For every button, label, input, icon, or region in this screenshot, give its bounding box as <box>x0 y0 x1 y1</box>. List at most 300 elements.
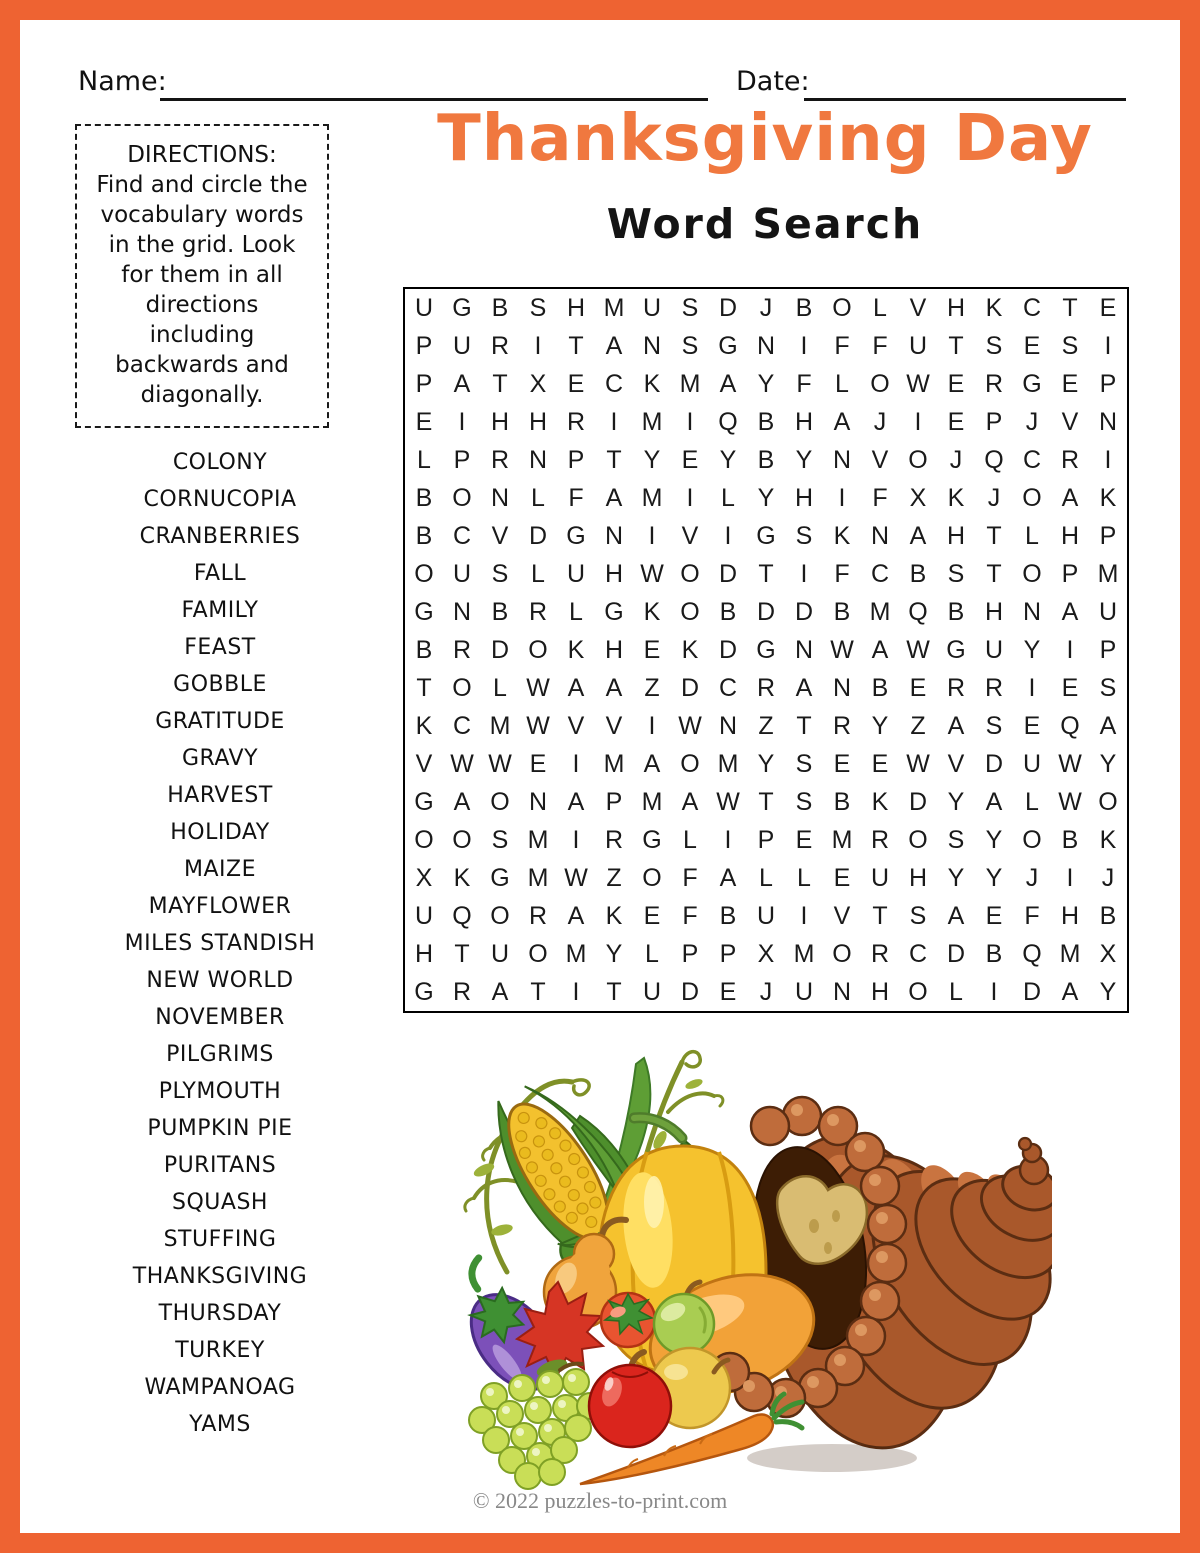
grid-cell[interactable]: Y <box>643 445 661 474</box>
grid-cell[interactable]: E <box>1099 293 1117 322</box>
grid-cell[interactable]: L <box>645 939 659 968</box>
grid-cell[interactable]: Y <box>795 445 813 474</box>
grid-cell[interactable]: A <box>491 977 509 1006</box>
grid-cell[interactable]: F <box>682 901 698 930</box>
grid-cell[interactable]: A <box>1099 711 1117 740</box>
grid-cell[interactable]: A <box>947 711 965 740</box>
grid-cell[interactable]: W <box>640 559 664 588</box>
grid-cell[interactable]: L <box>531 559 545 588</box>
grid-cell[interactable]: I <box>800 331 808 360</box>
grid-cell[interactable]: S <box>795 787 813 816</box>
grid-cell[interactable]: A <box>605 331 623 360</box>
grid-cell[interactable]: T <box>568 331 584 360</box>
grid-cell[interactable]: A <box>1061 977 1079 1006</box>
grid-cell[interactable]: A <box>1061 483 1079 512</box>
grid-cell[interactable]: N <box>718 711 738 740</box>
grid-cell[interactable]: E <box>681 445 699 474</box>
grid-cell[interactable]: M <box>527 825 549 854</box>
grid-cell[interactable]: L <box>949 977 963 1006</box>
grid-cell[interactable]: I <box>724 825 732 854</box>
grid-cell[interactable]: A <box>719 369 737 398</box>
grid-cell[interactable]: A <box>567 787 585 816</box>
grid-cell[interactable]: P <box>605 787 623 816</box>
grid-cell[interactable]: Y <box>947 863 965 892</box>
grid-cell[interactable]: S <box>681 331 699 360</box>
grid-cell[interactable]: J <box>759 977 773 1006</box>
grid-cell[interactable]: I <box>534 331 542 360</box>
grid-cell[interactable]: G <box>414 597 434 626</box>
grid-cell[interactable]: B <box>833 787 851 816</box>
grid-cell[interactable]: M <box>679 369 701 398</box>
grid-cell[interactable]: F <box>834 559 850 588</box>
grid-cell[interactable]: Y <box>985 863 1003 892</box>
grid-cell[interactable]: M <box>793 939 815 968</box>
grid-cell[interactable]: Y <box>719 445 737 474</box>
grid-cell[interactable]: G <box>1022 369 1042 398</box>
grid-cell[interactable]: O <box>1022 559 1042 588</box>
grid-cell[interactable]: E <box>985 901 1003 930</box>
grid-cell[interactable]: W <box>526 711 550 740</box>
grid-cell[interactable]: P <box>719 939 737 968</box>
grid-cell[interactable]: G <box>452 293 472 322</box>
grid-cell[interactable]: R <box>452 635 472 664</box>
grid-cell[interactable]: O <box>1098 787 1118 816</box>
grid-cell[interactable]: G <box>414 977 434 1006</box>
grid-cell[interactable]: W <box>526 673 550 702</box>
grid-cell[interactable]: W <box>678 711 702 740</box>
grid-cell[interactable]: U <box>1098 597 1118 626</box>
grid-cell[interactable]: O <box>528 635 548 664</box>
grid-cell[interactable]: Y <box>1099 977 1117 1006</box>
grid-cell[interactable]: D <box>680 673 700 702</box>
grid-cell[interactable]: A <box>795 673 813 702</box>
grid-cell[interactable]: W <box>906 635 930 664</box>
grid-cell[interactable]: L <box>721 483 735 512</box>
grid-cell[interactable]: A <box>947 901 965 930</box>
grid-cell[interactable]: U <box>642 293 662 322</box>
grid-cell[interactable]: T <box>986 521 1002 550</box>
grid-cell[interactable]: T <box>492 369 508 398</box>
grid-cell[interactable]: O <box>1022 825 1042 854</box>
grid-cell[interactable]: I <box>1104 445 1112 474</box>
grid-cell[interactable]: G <box>414 787 434 816</box>
grid-cell[interactable]: L <box>531 483 545 512</box>
grid-cell[interactable]: K <box>605 901 623 930</box>
grid-cell[interactable]: N <box>604 521 624 550</box>
grid-cell[interactable]: T <box>758 559 774 588</box>
grid-cell[interactable]: I <box>914 407 922 436</box>
grid-cell[interactable]: G <box>566 521 586 550</box>
grid-cell[interactable]: A <box>1061 597 1079 626</box>
grid-cell[interactable]: I <box>1066 863 1074 892</box>
grid-cell[interactable]: E <box>947 407 965 436</box>
grid-cell[interactable]: O <box>908 977 928 1006</box>
grid-cell[interactable]: X <box>757 939 775 968</box>
grid-cell[interactable]: O <box>642 863 662 892</box>
grid-cell[interactable]: N <box>528 445 548 474</box>
grid-cell[interactable]: S <box>795 749 813 778</box>
grid-cell[interactable]: R <box>528 597 548 626</box>
grid-cell[interactable]: I <box>1028 673 1036 702</box>
grid-cell[interactable]: U <box>414 293 434 322</box>
grid-cell[interactable]: G <box>756 635 776 664</box>
grid-cell[interactable]: O <box>680 597 700 626</box>
grid-cell[interactable]: N <box>490 483 510 512</box>
grid-cell[interactable]: B <box>491 293 509 322</box>
grid-cell[interactable]: P <box>757 825 775 854</box>
grid-cell[interactable]: P <box>415 331 433 360</box>
grid-cell[interactable]: H <box>414 939 434 968</box>
grid-cell[interactable]: O <box>1022 483 1042 512</box>
grid-cell[interactable]: X <box>529 369 547 398</box>
grid-cell[interactable]: I <box>990 977 998 1006</box>
grid-cell[interactable]: K <box>567 635 585 664</box>
grid-cell[interactable]: B <box>1099 901 1117 930</box>
grid-cell[interactable]: Y <box>757 483 775 512</box>
grid-cell[interactable]: J <box>1025 407 1039 436</box>
grid-cell[interactable]: C <box>452 521 472 550</box>
grid-cell[interactable]: B <box>415 483 433 512</box>
grid-cell[interactable]: T <box>606 445 622 474</box>
grid-cell[interactable]: H <box>604 635 624 664</box>
grid-cell[interactable]: F <box>872 331 888 360</box>
grid-cell[interactable]: M <box>831 825 853 854</box>
grid-cell[interactable]: B <box>947 597 965 626</box>
grid-cell[interactable]: E <box>833 863 851 892</box>
grid-cell[interactable]: U <box>984 635 1004 664</box>
grid-cell[interactable]: B <box>719 901 737 930</box>
grid-cell[interactable]: T <box>872 901 888 930</box>
grid-cell[interactable]: U <box>490 939 510 968</box>
grid-cell[interactable]: S <box>985 711 1003 740</box>
grid-cell[interactable]: A <box>681 787 699 816</box>
grid-cell[interactable]: Z <box>606 863 622 892</box>
grid-cell[interactable]: K <box>1099 483 1117 512</box>
grid-cell[interactable]: E <box>1061 673 1079 702</box>
grid-cell[interactable]: I <box>724 521 732 550</box>
grid-cell[interactable]: I <box>800 559 808 588</box>
grid-cell[interactable]: O <box>680 749 700 778</box>
grid-cell[interactable]: I <box>800 901 808 930</box>
grid-cell[interactable]: D <box>908 787 928 816</box>
grid-cell[interactable]: Q <box>1022 939 1042 968</box>
grid-cell[interactable]: O <box>870 369 890 398</box>
grid-cell[interactable]: K <box>453 863 471 892</box>
grid-cell[interactable]: N <box>1022 597 1042 626</box>
grid-cell[interactable]: B <box>833 597 851 626</box>
grid-cell[interactable]: K <box>985 293 1003 322</box>
grid-cell[interactable]: Z <box>758 711 774 740</box>
grid-cell[interactable]: P <box>681 939 699 968</box>
grid-cell[interactable]: C <box>870 559 890 588</box>
grid-cell[interactable]: O <box>832 939 852 968</box>
grid-cell[interactable]: D <box>680 977 700 1006</box>
grid-cell[interactable]: F <box>1024 901 1040 930</box>
grid-cell[interactable]: B <box>795 293 813 322</box>
grid-cell[interactable]: N <box>756 331 776 360</box>
grid-cell[interactable]: W <box>906 369 930 398</box>
grid-cell[interactable]: I <box>458 407 466 436</box>
grid-cell[interactable]: V <box>1061 407 1079 436</box>
grid-cell[interactable]: L <box>569 597 583 626</box>
grid-cell[interactable]: B <box>415 521 433 550</box>
grid-cell[interactable]: V <box>415 749 433 778</box>
grid-cell[interactable]: E <box>643 901 661 930</box>
grid-cell[interactable]: B <box>985 939 1003 968</box>
grid-cell[interactable]: H <box>490 407 510 436</box>
grid-cell[interactable]: B <box>757 445 775 474</box>
grid-cell[interactable]: N <box>832 977 852 1006</box>
grid-cell[interactable]: N <box>452 597 472 626</box>
grid-cell[interactable]: M <box>641 407 663 436</box>
grid-cell[interactable]: S <box>947 825 965 854</box>
grid-cell[interactable]: W <box>906 749 930 778</box>
grid-cell[interactable]: C <box>1022 293 1042 322</box>
grid-cell[interactable]: E <box>415 407 433 436</box>
grid-cell[interactable]: D <box>794 597 814 626</box>
grid-cell[interactable]: T <box>530 977 546 1006</box>
grid-cell[interactable]: U <box>452 559 472 588</box>
grid-cell[interactable]: H <box>528 407 548 436</box>
grid-cell[interactable]: Y <box>757 369 775 398</box>
grid-cell[interactable]: I <box>610 407 618 436</box>
grid-cell[interactable]: S <box>529 293 547 322</box>
grid-cell[interactable]: I <box>648 711 656 740</box>
grid-cell[interactable]: E <box>909 673 927 702</box>
grid-cell[interactable]: V <box>871 445 889 474</box>
grid-cell[interactable]: S <box>909 901 927 930</box>
grid-cell[interactable]: P <box>415 369 433 398</box>
grid-cell[interactable]: M <box>603 293 625 322</box>
grid-cell[interactable]: X <box>1099 939 1117 968</box>
grid-cell[interactable]: N <box>832 445 852 474</box>
grid-cell[interactable]: E <box>1023 331 1041 360</box>
grid-cell[interactable]: Y <box>605 939 623 968</box>
grid-cell[interactable]: M <box>565 939 587 968</box>
grid-cell[interactable]: O <box>528 939 548 968</box>
grid-cell[interactable]: J <box>949 445 963 474</box>
grid-cell[interactable]: R <box>870 825 890 854</box>
grid-cell[interactable]: T <box>454 939 470 968</box>
grid-cell[interactable]: A <box>985 787 1003 816</box>
grid-cell[interactable]: E <box>947 369 965 398</box>
grid-cell[interactable]: Y <box>757 749 775 778</box>
grid-cell[interactable]: G <box>490 863 510 892</box>
grid-cell[interactable]: T <box>1062 293 1078 322</box>
grid-cell[interactable]: E <box>871 749 889 778</box>
grid-cell[interactable]: G <box>604 597 624 626</box>
grid-cell[interactable]: K <box>643 369 661 398</box>
grid-cell[interactable]: O <box>908 445 928 474</box>
grid-cell[interactable]: C <box>452 711 472 740</box>
grid-cell[interactable]: A <box>567 901 585 930</box>
grid-cell[interactable]: L <box>1025 787 1039 816</box>
grid-cell[interactable]: S <box>491 559 509 588</box>
grid-cell[interactable]: H <box>946 293 966 322</box>
grid-cell[interactable]: U <box>566 559 586 588</box>
grid-cell[interactable]: U <box>452 331 472 360</box>
grid-cell[interactable]: S <box>681 293 699 322</box>
grid-cell[interactable]: A <box>719 863 737 892</box>
grid-cell[interactable]: G <box>756 521 776 550</box>
grid-cell[interactable]: W <box>716 787 740 816</box>
grid-cell[interactable]: D <box>946 939 966 968</box>
grid-cell[interactable]: R <box>756 673 776 702</box>
grid-cell[interactable]: F <box>568 483 584 512</box>
grid-cell[interactable]: S <box>1099 673 1117 702</box>
grid-cell[interactable]: W <box>1058 787 1082 816</box>
grid-cell[interactable]: R <box>452 977 472 1006</box>
grid-cell[interactable]: Y <box>871 711 889 740</box>
grid-cell[interactable]: A <box>643 749 661 778</box>
grid-cell[interactable]: D <box>718 559 738 588</box>
grid-cell[interactable]: U <box>794 977 814 1006</box>
grid-cell[interactable]: I <box>648 521 656 550</box>
grid-cell[interactable]: R <box>946 673 966 702</box>
grid-cell[interactable]: A <box>567 673 585 702</box>
grid-cell[interactable]: O <box>832 293 852 322</box>
grid-cell[interactable]: L <box>759 863 773 892</box>
grid-cell[interactable]: T <box>948 331 964 360</box>
grid-cell[interactable]: M <box>489 711 511 740</box>
grid-cell[interactable]: R <box>984 369 1004 398</box>
grid-cell[interactable]: Y <box>947 787 965 816</box>
grid-cell[interactable]: R <box>490 331 510 360</box>
grid-cell[interactable]: U <box>870 863 890 892</box>
grid-cell[interactable]: M <box>869 597 891 626</box>
grid-cell[interactable]: V <box>567 711 585 740</box>
grid-cell[interactable]: H <box>908 863 928 892</box>
grid-cell[interactable]: J <box>987 483 1001 512</box>
grid-cell[interactable]: B <box>1061 825 1079 854</box>
grid-cell[interactable]: H <box>1060 521 1080 550</box>
grid-cell[interactable]: N <box>1098 407 1118 436</box>
grid-cell[interactable]: R <box>832 711 852 740</box>
grid-cell[interactable]: N <box>870 521 890 550</box>
grid-cell[interactable]: M <box>641 483 663 512</box>
grid-cell[interactable]: H <box>946 521 966 550</box>
grid-cell[interactable]: Y <box>985 825 1003 854</box>
grid-cell[interactable]: B <box>909 559 927 588</box>
grid-cell[interactable]: I <box>686 407 694 436</box>
grid-cell[interactable]: K <box>681 635 699 664</box>
grid-cell[interactable]: C <box>908 939 928 968</box>
grid-cell[interactable]: E <box>567 369 585 398</box>
grid-cell[interactable]: M <box>641 787 663 816</box>
grid-cell[interactable]: R <box>566 407 586 436</box>
grid-cell[interactable]: Y <box>1023 635 1041 664</box>
grid-cell[interactable]: K <box>947 483 965 512</box>
grid-cell[interactable]: I <box>838 483 846 512</box>
grid-cell[interactable]: K <box>871 787 889 816</box>
grid-cell[interactable]: J <box>759 293 773 322</box>
grid-cell[interactable]: I <box>572 749 580 778</box>
grid-cell[interactable]: M <box>527 863 549 892</box>
grid-cell[interactable]: R <box>528 901 548 930</box>
grid-cell[interactable]: O <box>414 825 434 854</box>
grid-cell[interactable]: P <box>1099 635 1117 664</box>
grid-cell[interactable]: M <box>717 749 739 778</box>
grid-cell[interactable]: P <box>1099 369 1117 398</box>
grid-cell[interactable]: G <box>642 825 662 854</box>
grid-cell[interactable]: E <box>1023 711 1041 740</box>
grid-cell[interactable]: I <box>1104 331 1112 360</box>
grid-cell[interactable]: H <box>984 597 1004 626</box>
grid-cell[interactable]: S <box>795 521 813 550</box>
grid-cell[interactable]: F <box>872 483 888 512</box>
grid-cell[interactable]: Y <box>1099 749 1117 778</box>
grid-cell[interactable]: L <box>417 445 431 474</box>
grid-cell[interactable]: L <box>1025 521 1039 550</box>
grid-cell[interactable]: P <box>1061 559 1079 588</box>
grid-cell[interactable]: W <box>488 749 512 778</box>
grid-cell[interactable]: O <box>452 483 472 512</box>
grid-cell[interactable]: E <box>795 825 813 854</box>
grid-cell[interactable]: U <box>1022 749 1042 778</box>
grid-cell[interactable]: B <box>871 673 889 702</box>
grid-cell[interactable]: O <box>452 673 472 702</box>
grid-cell[interactable]: K <box>1099 825 1117 854</box>
grid-cell[interactable]: I <box>572 825 580 854</box>
grid-cell[interactable]: S <box>985 331 1003 360</box>
grid-cell[interactable]: J <box>873 407 887 436</box>
grid-cell[interactable]: E <box>643 635 661 664</box>
grid-cell[interactable]: A <box>453 369 471 398</box>
grid-cell[interactable]: B <box>415 635 433 664</box>
grid-cell[interactable]: J <box>1101 863 1115 892</box>
grid-cell[interactable]: G <box>946 635 966 664</box>
grid-cell[interactable]: U <box>756 901 776 930</box>
grid-cell[interactable]: R <box>870 939 890 968</box>
grid-cell[interactable]: D <box>490 635 510 664</box>
grid-cell[interactable]: V <box>605 711 623 740</box>
grid-cell[interactable]: H <box>566 293 586 322</box>
grid-cell[interactable]: D <box>718 635 738 664</box>
grid-cell[interactable]: A <box>605 483 623 512</box>
grid-cell[interactable]: B <box>491 597 509 626</box>
grid-cell[interactable]: S <box>491 825 509 854</box>
grid-cell[interactable]: W <box>450 749 474 778</box>
grid-cell[interactable]: D <box>718 293 738 322</box>
grid-cell[interactable]: F <box>834 331 850 360</box>
grid-cell[interactable]: U <box>642 977 662 1006</box>
grid-cell[interactable]: O <box>680 559 700 588</box>
grid-cell[interactable]: X <box>415 863 433 892</box>
grid-cell[interactable]: V <box>681 521 699 550</box>
grid-cell[interactable]: A <box>871 635 889 664</box>
grid-cell[interactable]: W <box>1058 749 1082 778</box>
grid-cell[interactable]: H <box>604 559 624 588</box>
grid-cell[interactable]: K <box>643 597 661 626</box>
grid-cell[interactable]: D <box>984 749 1004 778</box>
grid-cell[interactable]: Z <box>644 673 660 702</box>
grid-cell[interactable]: E <box>529 749 547 778</box>
grid-cell[interactable]: T <box>796 711 812 740</box>
grid-cell[interactable]: E <box>1061 369 1079 398</box>
grid-cell[interactable]: M <box>603 749 625 778</box>
grid-cell[interactable]: P <box>453 445 471 474</box>
grid-cell[interactable]: M <box>1059 939 1081 968</box>
grid-cell[interactable]: C <box>1022 445 1042 474</box>
grid-cell[interactable]: H <box>1060 901 1080 930</box>
grid-cell[interactable]: K <box>415 711 433 740</box>
grid-cell[interactable]: B <box>757 407 775 436</box>
grid-cell[interactable]: T <box>416 673 432 702</box>
grid-cell[interactable]: V <box>833 901 851 930</box>
grid-cell[interactable]: O <box>490 787 510 816</box>
grid-cell[interactable]: U <box>414 901 434 930</box>
grid-cell[interactable]: R <box>984 673 1004 702</box>
